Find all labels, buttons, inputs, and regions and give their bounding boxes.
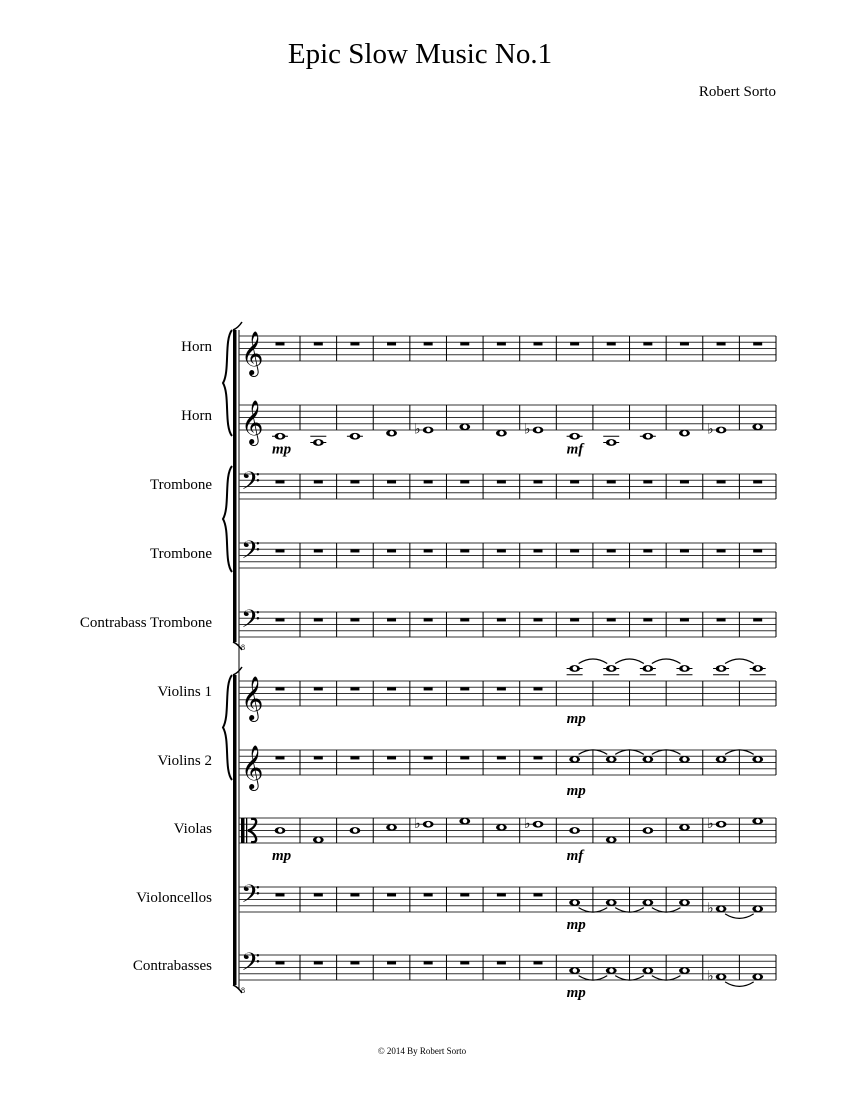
half-rest-icon bbox=[314, 480, 323, 483]
tie bbox=[725, 659, 754, 664]
staff-violoncellos bbox=[239, 880, 776, 933]
half-rest-icon bbox=[534, 687, 543, 690]
treble-clef-icon: 𝄞 bbox=[241, 400, 264, 444]
half-rest-icon bbox=[387, 893, 396, 896]
flat-accidental-icon: ♭ bbox=[524, 815, 531, 832]
half-rest-icon bbox=[460, 480, 469, 483]
flat-accidental-icon: ♭ bbox=[414, 421, 421, 438]
half-rest-icon bbox=[314, 687, 323, 690]
half-rest-icon bbox=[497, 549, 506, 552]
staff-horn bbox=[239, 400, 776, 457]
half-rest-icon bbox=[607, 549, 616, 552]
half-rest-icon bbox=[276, 893, 285, 896]
half-rest-icon bbox=[534, 480, 543, 483]
half-rest-icon bbox=[643, 549, 652, 552]
dynamic-marking: mp bbox=[272, 441, 292, 458]
half-rest-icon bbox=[753, 618, 762, 621]
half-rest-icon bbox=[534, 756, 543, 759]
half-rest-icon bbox=[424, 893, 433, 896]
tie bbox=[615, 659, 644, 664]
half-rest-icon bbox=[570, 480, 579, 483]
tie bbox=[579, 659, 608, 664]
flat-accidental-icon: ♭ bbox=[707, 421, 714, 438]
half-rest-icon bbox=[350, 893, 359, 896]
dynamic-marking: mp bbox=[566, 783, 586, 799]
half-rest-icon bbox=[717, 549, 726, 552]
octave-marking: 8 bbox=[241, 986, 245, 995]
half-rest-icon bbox=[497, 342, 506, 345]
staff-violins-2 bbox=[239, 745, 776, 799]
half-rest-icon bbox=[497, 756, 506, 759]
composer-name: Robert Sorto bbox=[698, 84, 776, 100]
half-rest-icon bbox=[497, 893, 506, 896]
half-rest-icon bbox=[534, 618, 543, 621]
half-rest-icon bbox=[717, 618, 726, 621]
half-rest-icon bbox=[424, 549, 433, 552]
half-rest-icon bbox=[276, 342, 285, 345]
half-rest-icon bbox=[314, 342, 323, 345]
dynamic-marking: mp bbox=[566, 917, 586, 933]
half-rest-icon bbox=[314, 549, 323, 552]
brace-icon bbox=[223, 466, 232, 572]
half-rest-icon bbox=[643, 618, 652, 621]
half-rest-icon bbox=[350, 480, 359, 483]
score-title: Epic Slow Music No.1 bbox=[287, 38, 553, 70]
staff-violins-1 bbox=[239, 659, 776, 727]
half-rest-icon bbox=[753, 549, 762, 552]
staff-violas bbox=[239, 816, 776, 864]
half-rest-icon bbox=[497, 480, 506, 483]
bass-clef-icon: 𝄢 bbox=[241, 536, 261, 571]
brace-icon bbox=[223, 330, 232, 436]
staff-contrabass-trombone bbox=[239, 605, 776, 652]
bass-clef-icon: 𝄢 bbox=[241, 467, 261, 502]
half-rest-icon bbox=[643, 480, 652, 483]
half-rest-icon bbox=[460, 893, 469, 896]
tie bbox=[725, 914, 754, 919]
instrument-label: Horn bbox=[181, 338, 212, 355]
half-rest-icon bbox=[350, 961, 359, 964]
half-rest-icon bbox=[276, 549, 285, 552]
instrument-label: Trombone bbox=[150, 476, 212, 493]
treble-clef-icon: 𝄞 bbox=[241, 676, 264, 720]
half-rest-icon bbox=[534, 893, 543, 896]
half-rest-icon bbox=[350, 342, 359, 345]
instrument-label: Violins 2 bbox=[157, 752, 212, 769]
half-rest-icon bbox=[276, 756, 285, 759]
instrument-label: Trombone bbox=[150, 545, 212, 562]
brace-icon bbox=[223, 675, 232, 780]
instrument-label: Violoncellos bbox=[136, 889, 212, 906]
staff-contrabasses bbox=[239, 948, 776, 1001]
bass-clef-icon: 𝄢 bbox=[241, 880, 261, 915]
half-rest-icon bbox=[276, 961, 285, 964]
half-rest-icon bbox=[680, 342, 689, 345]
half-rest-icon bbox=[424, 342, 433, 345]
half-rest-icon bbox=[753, 342, 762, 345]
bass-clef-icon: 𝄢 bbox=[241, 605, 261, 640]
half-rest-icon bbox=[460, 342, 469, 345]
flat-accidental-icon: ♭ bbox=[707, 900, 714, 917]
tie bbox=[652, 659, 681, 664]
half-rest-icon bbox=[387, 618, 396, 621]
half-rest-icon bbox=[424, 756, 433, 759]
flat-accidental-icon: ♭ bbox=[414, 815, 421, 832]
half-rest-icon bbox=[534, 549, 543, 552]
half-rest-icon bbox=[424, 618, 433, 621]
half-rest-icon bbox=[497, 618, 506, 621]
dynamic-marking: mf bbox=[566, 848, 584, 864]
half-rest-icon bbox=[497, 961, 506, 964]
half-rest-icon bbox=[680, 549, 689, 552]
staff-trombone bbox=[239, 536, 776, 571]
dynamic-marking: mp bbox=[272, 848, 292, 864]
instrument-label: Violas bbox=[173, 820, 212, 837]
instrument-label: Horn bbox=[181, 407, 212, 424]
treble-clef-icon: 𝄞 bbox=[241, 745, 264, 789]
half-rest-icon bbox=[350, 687, 359, 690]
half-rest-icon bbox=[607, 618, 616, 621]
half-rest-icon bbox=[424, 687, 433, 690]
half-rest-icon bbox=[387, 549, 396, 552]
dynamic-marking: mp bbox=[566, 985, 586, 1001]
bass-clef-icon: 𝄢 bbox=[241, 948, 261, 983]
staff-trombone bbox=[239, 467, 776, 502]
flat-accidental-icon: ♭ bbox=[707, 968, 714, 985]
half-rest-icon bbox=[717, 480, 726, 483]
half-rest-icon bbox=[276, 687, 285, 690]
flat-accidental-icon: ♭ bbox=[524, 421, 531, 438]
half-rest-icon bbox=[717, 342, 726, 345]
half-rest-icon bbox=[570, 342, 579, 345]
half-rest-icon bbox=[424, 480, 433, 483]
half-rest-icon bbox=[460, 618, 469, 621]
half-rest-icon bbox=[534, 342, 543, 345]
half-rest-icon bbox=[460, 756, 469, 759]
half-rest-icon bbox=[350, 756, 359, 759]
dynamic-marking: mp bbox=[566, 711, 586, 727]
half-rest-icon bbox=[680, 480, 689, 483]
half-rest-icon bbox=[387, 687, 396, 690]
half-rest-icon bbox=[350, 618, 359, 621]
half-rest-icon bbox=[643, 342, 652, 345]
flat-accidental-icon: ♭ bbox=[707, 815, 714, 832]
half-rest-icon bbox=[570, 618, 579, 621]
half-rest-icon bbox=[607, 342, 616, 345]
half-rest-icon bbox=[460, 687, 469, 690]
half-rest-icon bbox=[460, 549, 469, 552]
half-rest-icon bbox=[314, 756, 323, 759]
half-rest-icon bbox=[607, 480, 616, 483]
alto-clef-icon bbox=[241, 818, 245, 843]
half-rest-icon bbox=[424, 961, 433, 964]
half-rest-icon bbox=[570, 549, 579, 552]
half-rest-icon bbox=[276, 618, 285, 621]
dynamic-marking: mf bbox=[566, 441, 584, 458]
treble-clef-icon: 𝄞 bbox=[241, 331, 264, 375]
half-rest-icon bbox=[314, 893, 323, 896]
copyright-footer: © 2014 By Robert Sorto bbox=[377, 1046, 467, 1056]
instrument-label: Contrabass Trombone bbox=[79, 614, 212, 631]
half-rest-icon bbox=[276, 480, 285, 483]
half-rest-icon bbox=[387, 480, 396, 483]
octave-marking: 8 bbox=[241, 643, 245, 652]
half-rest-icon bbox=[753, 480, 762, 483]
instrument-label: Violins 1 bbox=[157, 683, 212, 700]
half-rest-icon bbox=[497, 687, 506, 690]
half-rest-icon bbox=[387, 961, 396, 964]
staff-horn bbox=[239, 331, 776, 377]
half-rest-icon bbox=[387, 342, 396, 345]
half-rest-icon bbox=[314, 961, 323, 964]
instrument-label: Contrabasses bbox=[132, 957, 212, 974]
half-rest-icon bbox=[534, 961, 543, 964]
half-rest-icon bbox=[680, 618, 689, 621]
half-rest-icon bbox=[387, 756, 396, 759]
half-rest-icon bbox=[460, 961, 469, 964]
half-rest-icon bbox=[314, 618, 323, 621]
half-rest-icon bbox=[350, 549, 359, 552]
tie bbox=[725, 982, 754, 987]
